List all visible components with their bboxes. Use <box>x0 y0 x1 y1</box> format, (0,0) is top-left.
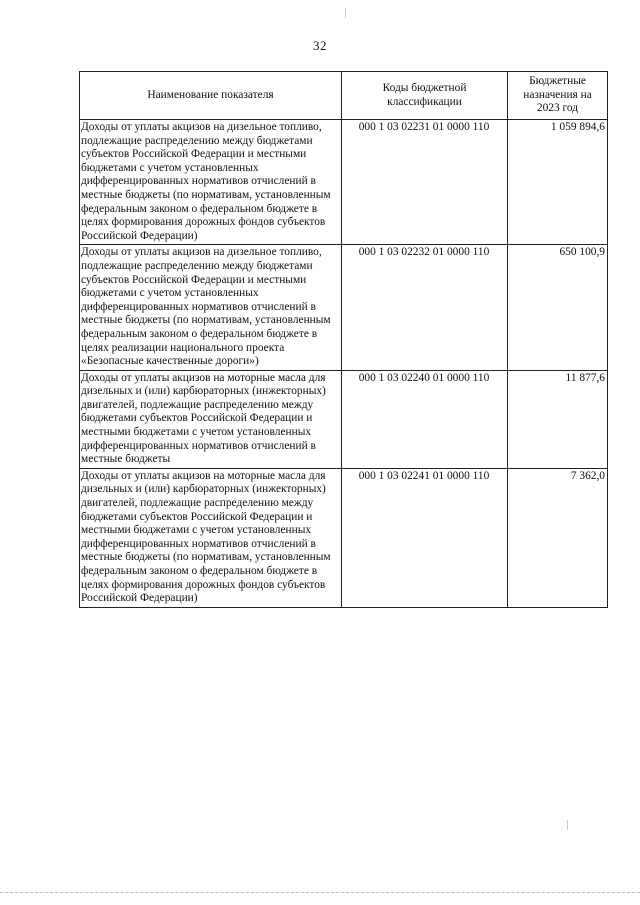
row-name: Доходы от уплаты акцизов на моторные масла для дизельных и (или) карбюраторных (инжекторных) двигателей, подлежащие распределению между бюджетами субъектов Российской Федерации и местными бюджетами с учетом установленных дифференцированных нормативов отчислений в местные бюджеты <box>80 370 342 468</box>
row-name: Доходы от уплаты акцизов на моторные масла для дизельных и (или) карбюраторных (инжекторных) двигателей, подлежащие распределению между бюджетами субъектов Российской Федерации и местными бюджетами с учетом установленных дифференцированных нормативов отчислений в местные бюджеты (по нормативам, установленным федеральным законом о федеральном бюджете в целях формирования дорожных фондов субъектов Российской Федерации) <box>80 468 342 607</box>
scan-mark <box>345 8 346 18</box>
table-row <box>80 245 608 370</box>
table-row <box>80 468 608 607</box>
scan-edge-line <box>0 892 640 894</box>
row-sum: 1 059 894,6 <box>508 120 608 245</box>
row-name: Доходы от уплаты акцизов на дизельное топливо, подлежащие распределению между бюджетами субъектов Российской Федерации и местными бюджетами с учетом установленных дифференцированных нормативов отчислений в местные бюджеты (по нормативам, установленным федеральным законом о федеральном бюджете в целях реализации национального проекта «Безопасные качественные дороги») <box>80 245 342 370</box>
row-code: 000 1 03 02232 01 0000 110 <box>342 245 508 370</box>
header-code: Коды бюджетной классификации <box>342 72 508 120</box>
row-sum: 11 877,6 <box>508 370 608 468</box>
budget-table <box>79 71 608 608</box>
page-number: 32 <box>313 38 327 53</box>
row-name: Доходы от уплаты акцизов на дизельное топливо, подлежащие распределению между бюджетами субъектов Российской Федерации и местными бюджетами с учетом установленных дифференцированных нормативов отчислений в местные бюджеты (по нормативам, установленным федеральным законом о федеральном бюджете в целях формирования дорожных фондов субъектов Российской Федерации) <box>80 120 342 245</box>
table-row <box>80 370 608 468</box>
row-code: 000 1 03 02231 01 0000 110 <box>342 120 508 245</box>
table-header-row <box>80 72 608 120</box>
scan-mark <box>567 820 568 830</box>
header-sum: Бюджетные назначения на 2023 год <box>508 72 608 120</box>
header-name: Наименование показателя <box>80 72 342 120</box>
table-row <box>80 120 608 245</box>
row-code: 000 1 03 02240 01 0000 110 <box>342 370 508 468</box>
row-sum: 7 362,0 <box>508 468 608 607</box>
row-sum: 650 100,9 <box>508 245 608 370</box>
row-code: 000 1 03 02241 01 0000 110 <box>342 468 508 607</box>
